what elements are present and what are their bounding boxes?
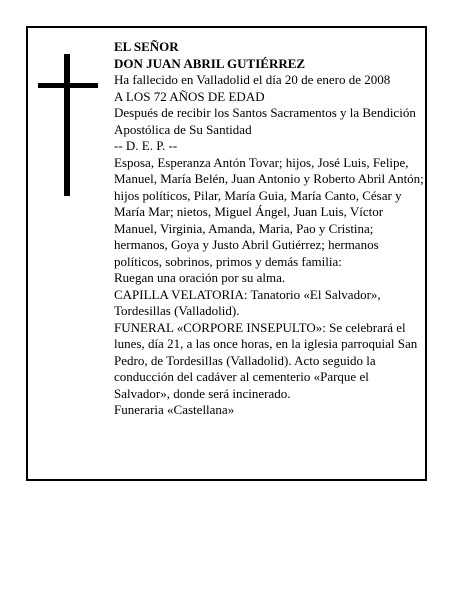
age-statement: A LOS 72 AÑOS DE EDAD <box>114 88 265 104</box>
chapel-paragraph: CAPILLA VELATORIA: Tanatorio «El Salvador», Tordesillas (Valladolid). <box>114 286 381 318</box>
prayer-request: Ruegan una oración por su alma. <box>114 270 286 285</box>
sacraments-statement: Después de recibir los Santos Sacramentos y la Bendición Apostólica de Su Santidad <box>114 105 416 137</box>
passing-statement: Ha fallecido en Valladolid el día 20 de enero de 2008 <box>114 72 391 87</box>
rip-line: -- D. E. P. -- <box>114 138 178 153</box>
obituary-title: EL SEÑOR <box>114 39 179 54</box>
cross-icon-crossbar <box>38 83 98 88</box>
obituary-text-block <box>114 39 426 419</box>
funeral-home: Funeraria «Castellana» <box>114 402 235 417</box>
cross-icon <box>64 54 70 196</box>
family-paragraph: Esposa, Esperanza Antón Tovar; hijos, José Luis, Felipe, Manuel, María Belén, Juan Antonio y Roberto Abril Antón; hijos políticos, Pilar, María Guia, María Canto, César y María Mar; nietos, Miguel Ángel, Juan Luis, Víctor Manuel, Virginia, Amanda, Maria, Pao y Cristina; hermanos, Goya y Justo Abril Gutiérrez; hermanos políticos, sobrinos, primos y demás familia: <box>114 154 424 269</box>
funeral-paragraph: FUNERAL «CORPORE INSEPULTO»: Se celebrará el lunes, día 21, a las once horas, en la iglesia parroquial San Pedro, de Tordesillas (Valladolid). Acto seguido la conducción del cadáver al cementerio «Parque el Salvador», donde será incinerado. <box>114 319 418 401</box>
deceased-name: DON JUAN ABRIL GUTIÉRREZ <box>114 55 306 71</box>
